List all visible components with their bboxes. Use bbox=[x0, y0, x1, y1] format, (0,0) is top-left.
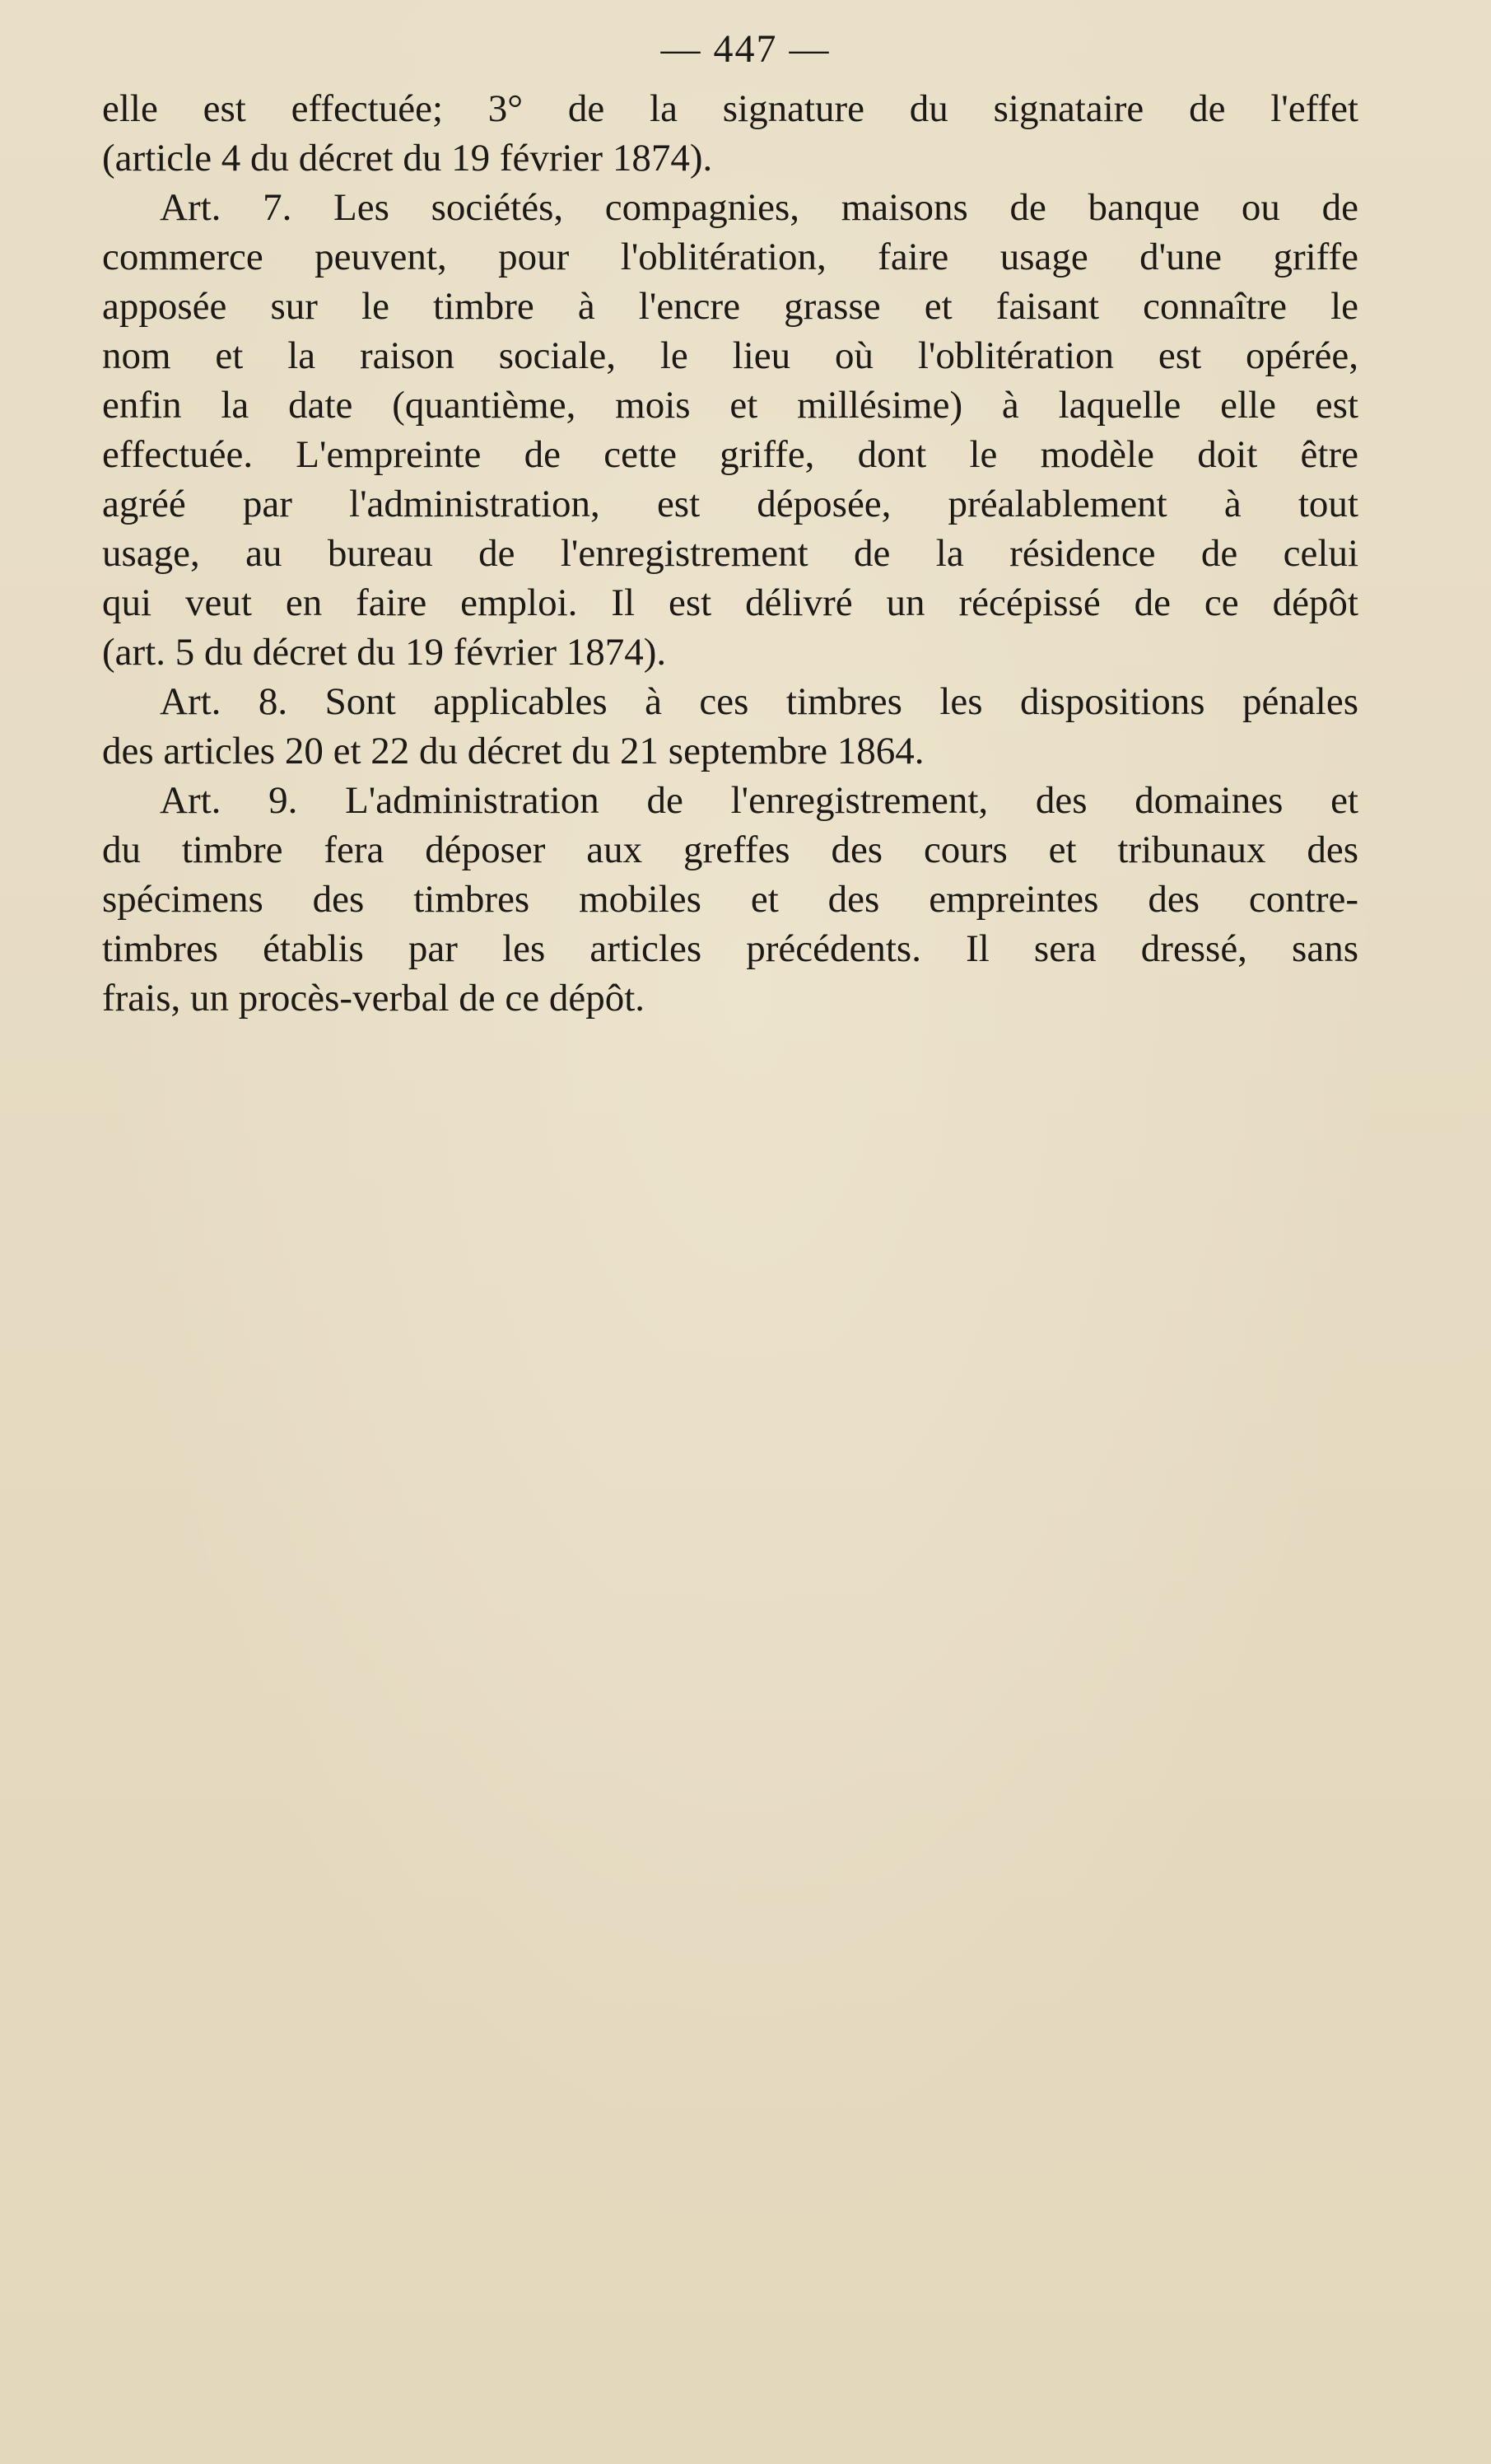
text-line: enfin la date (quantième, mois et millésime) à laquelle elle est bbox=[102, 384, 1358, 427]
text-line: effectuée. L'empreinte de cette griffe, dont le modèle doit être bbox=[102, 433, 1358, 476]
text-line: commerce peuvent, pour l'oblitération, faire usage d'une griffe bbox=[102, 236, 1358, 278]
text-line: qui veut en faire emploi. Il est délivré un récépissé de ce dépôt bbox=[102, 581, 1358, 624]
text-line-article-8: Art. 8. Sont applicables à ces timbres les dispositions pénales bbox=[160, 680, 1358, 723]
text-line: timbres établis par les articles précédents. Il sera dressé, sans bbox=[102, 927, 1358, 970]
text-line: nom et la raison sociale, le lieu où l'oblitération est opérée, bbox=[102, 334, 1358, 377]
body-text bbox=[102, 84, 1358, 1023]
text-line: des articles 20 et 22 du décret du 21 septembre 1864. bbox=[102, 730, 925, 772]
text-line: agréé par l'administration, est déposée, préalablement à tout bbox=[102, 483, 1358, 525]
text-line: (art. 5 du décret du 19 février 1874). bbox=[102, 631, 667, 674]
text-line: usage, au bureau de l'enregistrement de la résidence de celui bbox=[102, 532, 1358, 575]
page-number: — 447 — bbox=[660, 27, 831, 71]
text-line: du timbre fera déposer aux greffes des cours et tribunaux des bbox=[102, 828, 1358, 871]
text-line: (article 4 du décret du 19 février 1874). bbox=[102, 137, 713, 180]
text-line: apposée sur le timbre à l'encre grasse et faisant connaître le bbox=[102, 285, 1358, 328]
text-line: frais, un procès-verbal de ce dépôt. bbox=[102, 977, 645, 1020]
text-line-article-9: Art. 9. L'administration de l'enregistrement, des domaines et bbox=[160, 779, 1358, 822]
text-line: elle est effectuée; 3° de la signature du signataire de l'effet bbox=[102, 87, 1358, 130]
text-line: spécimens des timbres mobiles et des empreintes des contre- bbox=[102, 878, 1358, 921]
text-line-article-7: Art. 7. Les sociétés, compagnies, maisons de banque ou de bbox=[160, 186, 1358, 229]
